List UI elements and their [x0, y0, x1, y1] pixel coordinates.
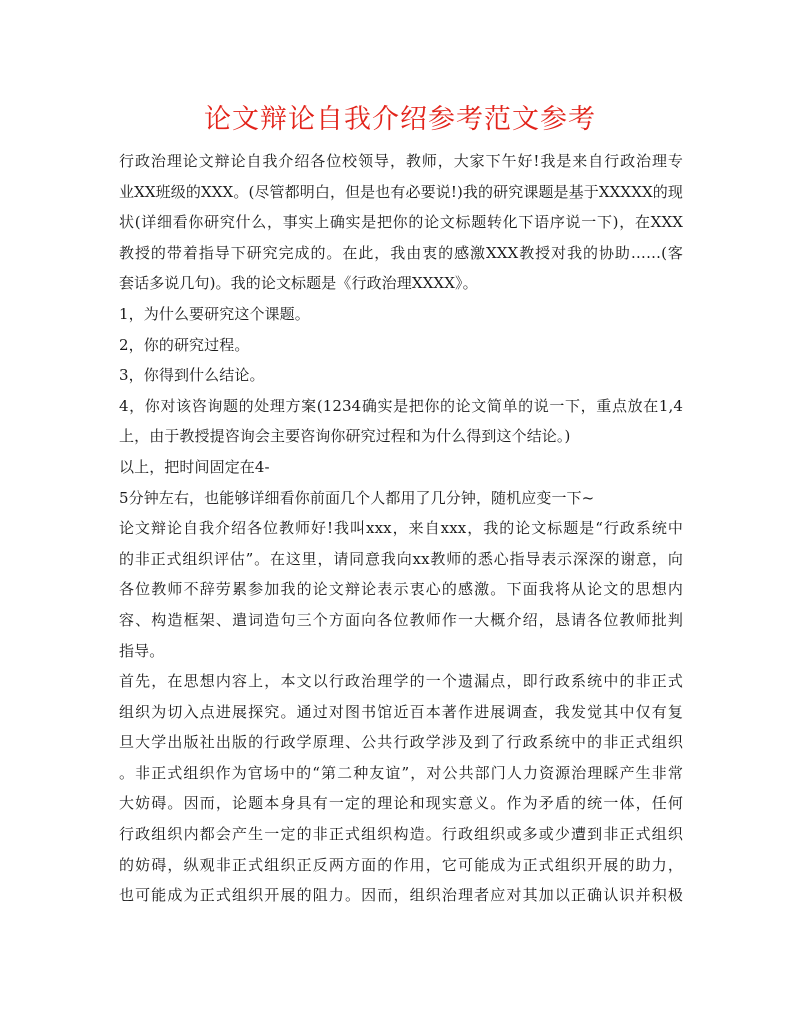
paragraph-line: 行政组织内都会产生一定的非正式组织构造。行政组织或多或少遭到非正式组织	[119, 825, 683, 844]
paragraph-line: 。非正式组织作为官场中的“第二种友谊”，对公共部门人力资源治理睬产生非常	[119, 763, 683, 782]
paragraph-line: 5分钟左右，也能够详细看你前面几个人都用了几分钟，随机应变一下~	[119, 488, 595, 507]
document-title: 论文辩论自我介绍参考范文参考	[204, 104, 596, 135]
paragraph-line: 行政治理论文辩论自我介绍各位校领导，教师，大家下午好!我是来自行政治理专	[119, 152, 683, 170]
paragraph-line: 教授的带着指导下研究完成的。在此，我由衷的感激XXX教授对我的协助……(客	[119, 243, 683, 262]
paragraph-line: 的妨碍，纵观非正式组织正反两方面的作用，它可能成为正式组织开展的助力，	[119, 855, 683, 874]
paragraph-line: 状(详细看你研究什么，事实上确实是把你的论文标题转化下语序说一下)，在XXX	[119, 213, 683, 232]
list-item: 3，你得到什么结论。	[119, 366, 265, 385]
paragraph-line: 首先，在思想内容上，本文以行政治理学的一个遗漏点，即行政系统中的非正式	[119, 672, 683, 691]
list-item: 上，由于教授提咨询会主要咨询你研究过程和为什么得到这个结论。)	[119, 427, 571, 446]
paragraph-line: 组织为切入点进展探究。通过对图书馆近百本著作进展调查，我发觉其中仅有复	[119, 702, 683, 721]
paragraph-line: 指导。	[119, 641, 165, 660]
list-item: 2，你的研究过程。	[119, 335, 250, 354]
paragraph-line: 套话多说几句)。我的论文标题是《行政治理XXXX》。	[119, 274, 478, 293]
paragraph-line: 旦大学出版社出版的行政学原理、公共行政学涉及到了行政系统中的非正式组织	[119, 733, 683, 752]
paragraph-line: 业XX班级的XXX。(尽管都明白，但是也有必要说!)我的研究课题是基于XXXXX的现	[119, 182, 683, 201]
paragraph-line: 也可能成为正式组织开展的阻力。因而，组织治理者应对其加以正确认识并积极	[119, 886, 683, 905]
paragraph-line: 以上，把时间固定在4-	[119, 457, 270, 476]
paragraph-line: 大妨碍。因而，论题本身具有一定的理论和现实意义。作为矛盾的统一体，任何	[119, 794, 683, 813]
paragraph-line: 的非正式组织评估”。在这里，请同意我向xx教师的悉心指导表示深深的谢意，向	[119, 549, 683, 568]
paragraph-line: 容、构造框架、遣词造句三个方面向各位教师作一大概介绍，恳请各位教师批判	[119, 610, 683, 629]
paragraph-line: 论文辩论自我介绍各位教师好!我叫xxx，来自xxx，我的论文标题是“行政系统中	[119, 519, 683, 538]
list-item: 4，你对该咨询题的处理方案(1234确实是把你的论文简单的说一下，重点放在1,4	[119, 396, 683, 415]
document-body	[119, 146, 683, 911]
list-item: 1，为什么要研究这个课题。	[119, 304, 310, 323]
paragraph-line: 各位教师不辞劳累参加我的论文辩论表示衷心的感激。下面我将从论文的思想内	[119, 580, 683, 599]
